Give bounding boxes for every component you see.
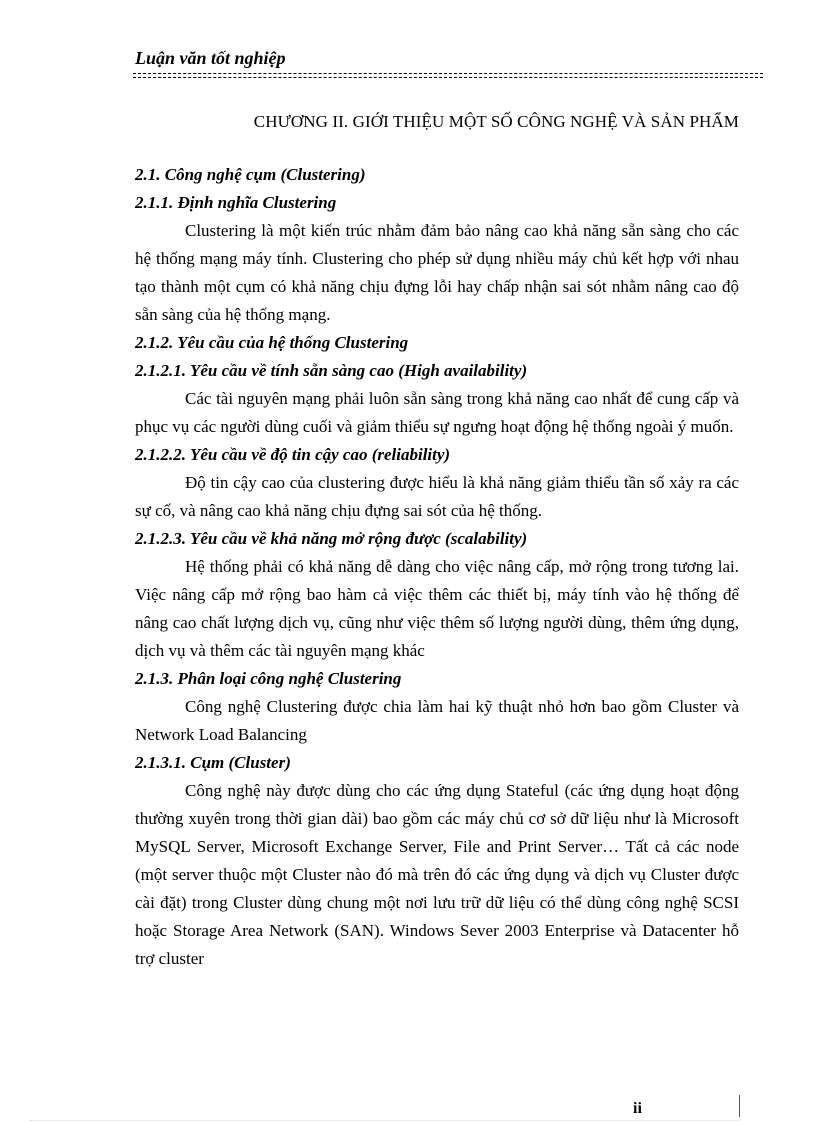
running-header-title: Luận văn tốt nghiệp: [135, 48, 286, 68]
subsection-heading: 2.1.2. Yêu cầu của hệ thống Clustering: [135, 333, 409, 352]
subsubsection-heading: 2.1.3.1. Cụm (Cluster): [135, 753, 291, 772]
body-paragraph: Clustering là một kiến trúc nhằm đảm bảo nâng cao khả năng sẵn sàng cho các hệ thống mạng máy tính. Clustering cho phép sử dụng nhiều máy chủ kết hợp với nhau tạo thành một cụm có khả năng chịu đựng lỗi hay chấp nhận sai sót nhằm nâng cao độ sẵn sàng của hệ thống mạng.: [135, 221, 739, 324]
header-divider: [133, 73, 763, 74]
document-body: [135, 108, 739, 973]
page-number: ii: [633, 1100, 642, 1117]
subsubsection-heading: 2.1.2.2. Yêu cầu về độ tin cậy cao (reliability): [135, 445, 451, 464]
subsection-heading: 2.1.1. Định nghĩa Clustering: [135, 193, 337, 212]
body-paragraph: Các tài nguyên mạng phải luôn sẵn sàng trong khả năng cao nhất để cung cấp và phục vụ các người dùng cuối và giảm thiểu sự ngưng hoạt động hệ thống ngoài ý muốn.: [135, 389, 739, 436]
body-paragraph: Hệ thống phải có khả năng dễ dàng cho việc nâng cấp, mở rộng trong tương lai. Việc nâng cấp mở rộng bao hàm cả việc thêm các thiết bị, máy tính vào hệ thống để nâng cao chất lượng dịch vụ, cũng như việc thêm số lượng người dùng, thêm ứng dụng, dịch vụ và thêm các tài nguyên mạng khác: [135, 557, 739, 660]
subsubsection-heading: 2.1.2.1. Yêu cầu về tính sẵn sàng cao (High availability): [135, 361, 528, 380]
body-paragraph: Độ tin cậy cao của clustering được hiểu là khả năng giảm thiểu tần số xảy ra các sự cố, và nâng cao khả năng chịu đựng sai sót của hệ thống.: [135, 473, 739, 520]
footer-vertical-rule: [739, 1095, 740, 1117]
chapter-title: CHƯƠNG II. GIỚI THIỆU MỘT SỐ CÔNG NGHỆ VÀ SẢN PHẨM: [253, 112, 739, 131]
body-paragraph: Công nghệ Clustering được chia làm hai kỹ thuật nhỏ hơn bao gồm Cluster và Network Load Balancing: [135, 697, 739, 744]
footer-divider: [30, 1120, 740, 1121]
subsection-heading: 2.1.3. Phân loại công nghệ Clustering: [135, 669, 402, 688]
header-divider-second: [133, 77, 763, 78]
section-heading: 2.1. Công nghệ cụm (Clustering): [135, 165, 366, 184]
body-paragraph: Công nghệ này được dùng cho các ứng dụng Stateful (các ứng dụng hoạt động thường xuyên trong thời gian dài) bao gồm các máy chủ cơ sở dữ liệu như là Microsoft MySQL Server, Microsoft Exchange Server, File and Print Server… Tất cả các node (một server thuộc một Cluster nào đó mà trên đó các ứng dụng và dịch vụ Cluster được cài đặt) trong Cluster dùng chung một nơi lưu trữ dữ liệu có thể dùng công nghệ SCSI hoặc Storage Area Network (SAN). Windows Sever 2003 Enterprise và Datacenter hỗ trợ cluster: [135, 781, 739, 968]
subsubsection-heading: 2.1.2.3. Yêu cầu về khả năng mở rộng được (scalability): [135, 529, 528, 548]
